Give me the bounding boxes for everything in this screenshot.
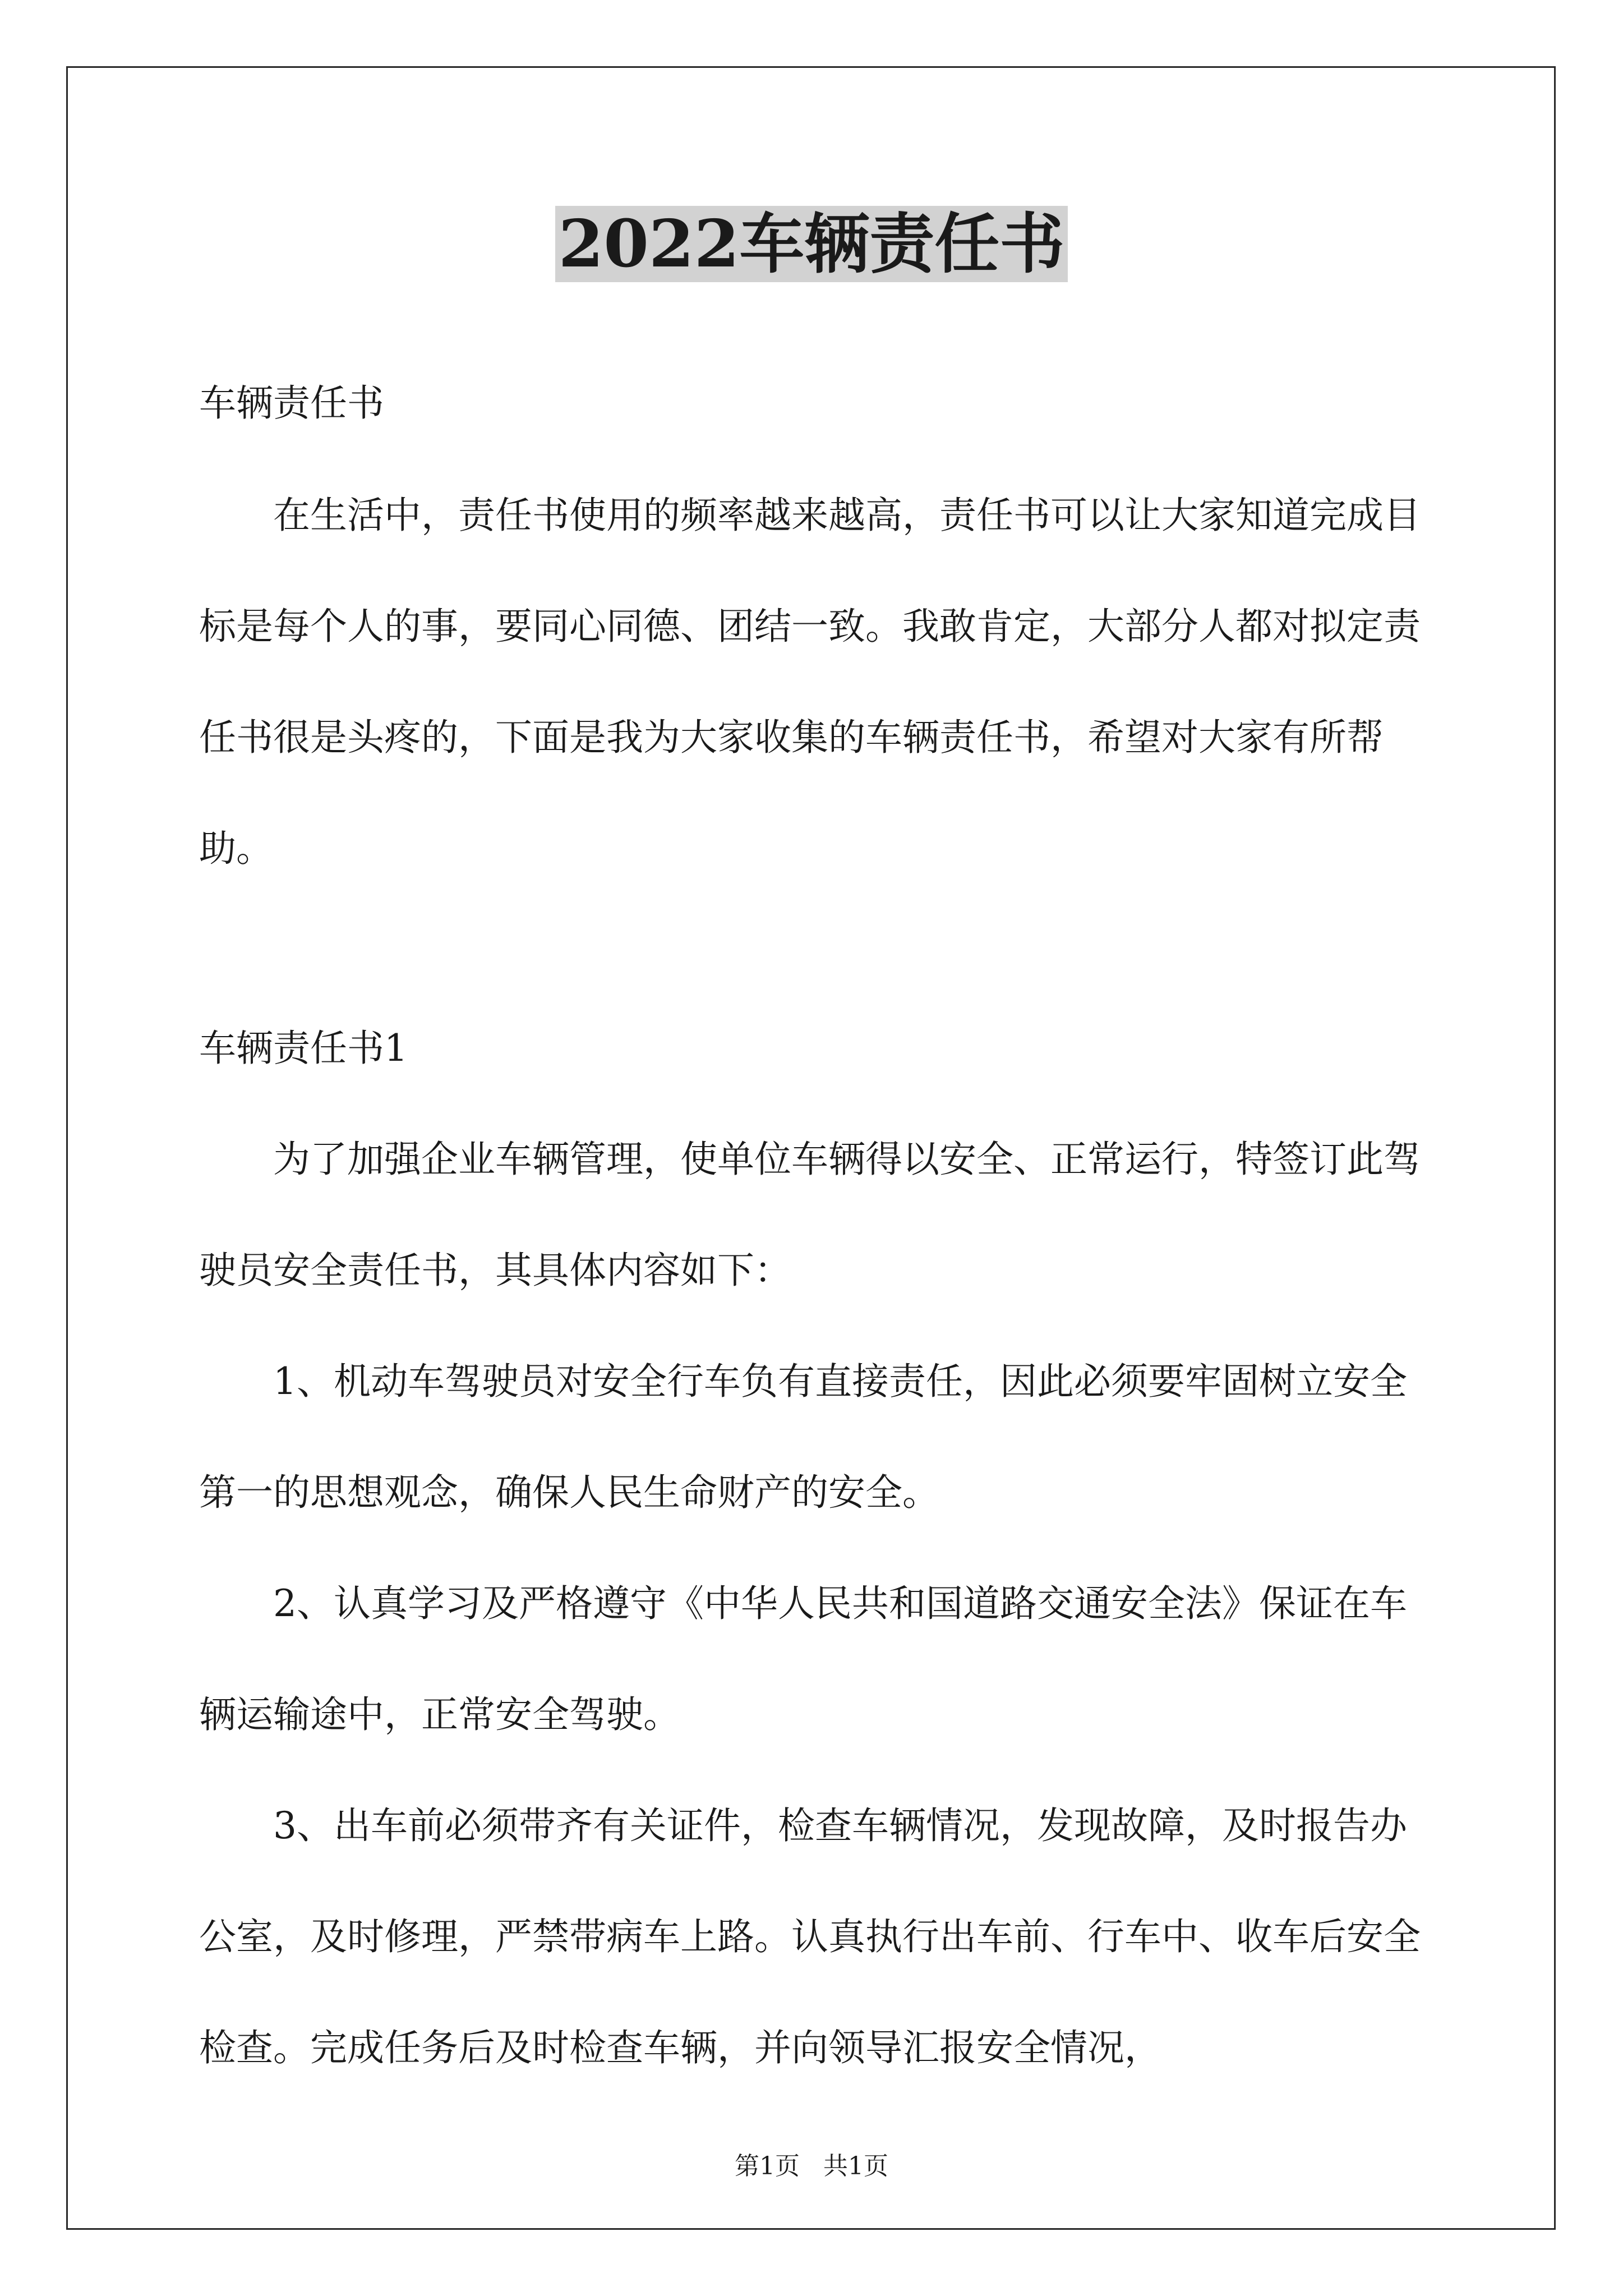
intro-block — [199, 348, 1436, 459]
section-heading: 车辆责任书1 — [199, 1027, 408, 1070]
page-footer: 第1页 共1页 — [735, 2152, 888, 2180]
section-block — [199, 993, 1436, 2104]
section-intro: 为了加强企业车辆管理，使单位车辆得以安全、正常运行，特签订此驾驶员安全责任书，其具体内容如下： — [199, 1138, 1421, 1292]
intro-paragraph: 在生活中，责任书使用的频率越来越高，责任书可以让大家知道完成目标是每个人的事，要同心同德、团结一致。我敢肯定，大部分人都对拟定责任书很是头疼的，下面是我为大家收集的车辆责任书，希望对大家有所帮助。 — [199, 494, 1421, 870]
list-item: 3、出车前必须带齐有关证件，检查车辆情况，发现故障，及时报告办公室，及时修理，严禁带病车上路。认真执行出车前、行车中、收车后安全检查。完成任务后及时检查车辆，并向领导汇报安全情况， — [199, 1804, 1421, 2069]
list-item: 2、认真学习及严格遵守《中华人民共和国道路交通安全法》保证在车辆运输途中，正常安全驾驶。 — [199, 1582, 1407, 1736]
intro-heading: 车辆责任书 — [199, 381, 384, 425]
list-item: 1、机动车驾驶员对安全行车负有直接责任，因此必须要牢固树立安全第一的思想观念，确保人民生命财产的安全。 — [199, 1360, 1407, 1514]
document-title — [0, 202, 1623, 286]
intro-paragraph-block — [199, 460, 1436, 904]
document-title-text: 2022车辆责任书 — [555, 206, 1068, 282]
